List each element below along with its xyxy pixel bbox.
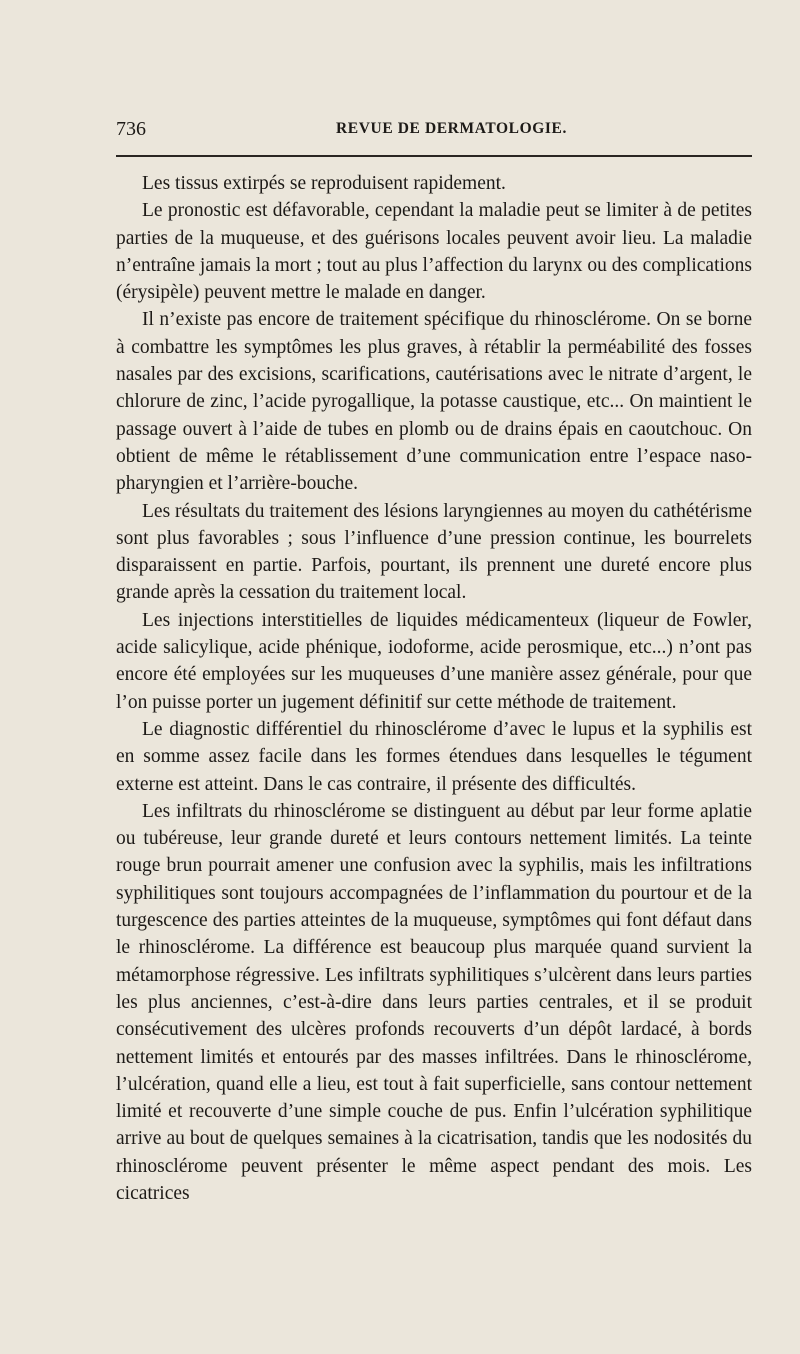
header-rule (116, 155, 752, 157)
running-head: REVUE DE DERMATOLOGIE. (336, 120, 567, 137)
paragraph-1: Les tissus extirpés se reproduisent rapidement. (142, 173, 506, 194)
paragraph-5: Les injections interstitielles de liquides médicamenteux (liqueur de Fowler, acide salicylique, acide phénique, iodoforme, acide perosmique, etc...) n’ont pas encore été employées sur les muqueuses d’une manière assez générale, pour que l’on puisse porter un jugement définitif sur cette méthode de traitement. (116, 609, 752, 713)
paragraph-2: Le pronostic est défavorable, cependant la maladie peut se limiter à de petites parties de la muqueuse, et des guérisons locales peuvent avoir lieu. La maladie n’entraîne jamais la mort ; tout au plus l’affection du larynx ou des complications (érysipèle) peuvent mettre le malade en danger. (116, 200, 752, 304)
page-number: 736 (116, 118, 146, 140)
paragraph-4: Les résultats du traitement des lésions laryngiennes au moyen du cathétérisme sont plus favorables ; sous l’influence d’une pression continue, les bourrelets disparaissent en partie. Parfois, pourtant, ils prennent une dureté encore plus grande après la cessation du traitement local. (116, 500, 752, 604)
paragraph-7: Les infiltrats du rhinosclérome se distinguent au début par leur forme aplatie ou tubéreuse, leur grande dureté et leurs contours nettement limités. La teinte rouge brun pourrait amener une confusion avec la syphilis, mais les infiltrations syphilitiques sont toujours accompagnées de l’inflammation du pourtour et de la turgescence des parties atteintes de la muqueuse, symptômes qui font défaut dans le rhinosclérome. La différence est beaucoup plus marquée quand survient la métamorphose régressive. Les infiltrats syphilitiques s’ulcèrent dans leurs parties les plus anciennes, c’est-à-dire dans leurs parties centrales, et il se produit consécutivement des ulcères profonds recouverts d’un dépôt lardacé, à bords nettement limités et entourés par des masses infiltrées. Dans le rhinosclérome, l’ulcération, quand elle a lieu, est tout à fait superficielle, sans contour nettement limité et recouverte d’une simple couche de pus. Enfin l’ulcération syphilitique arrive au bout de quelques semaines à la cicatrisation, tandis que les nodosités du rhinosclérome peuvent présenter le même aspect pendant des mois. Les cicatrices (116, 800, 752, 1204)
paragraph-6: Le diagnostic différentiel du rhinosclérome d’avec le lupus et la syphilis est en somme assez facile dans les formes étendues dans lesquelles le tégument externe est atteint. Dans le cas contraire, il présente des difficultés. (116, 718, 752, 795)
page-header (116, 118, 752, 148)
paragraph-3: Il n’existe pas encore de traitement spécifique du rhinosclérome. On se borne à combattre les symptômes les plus graves, à rétablir la perméabilité des fosses nasales par des excisions, scarifications, cautérisations avec le nitrate d’argent, le chlorure de zinc, l’acide pyrogallique, la potasse caustique, etc... On maintient le passage ouvert à l’aide de tubes en plomb ou de drains épais en caoutchouc. On obtient de même le rétablissement d’une communication entre l’espace naso-pharyngien et l’arrière-bouche. (116, 309, 752, 495)
body-text (116, 170, 752, 1207)
